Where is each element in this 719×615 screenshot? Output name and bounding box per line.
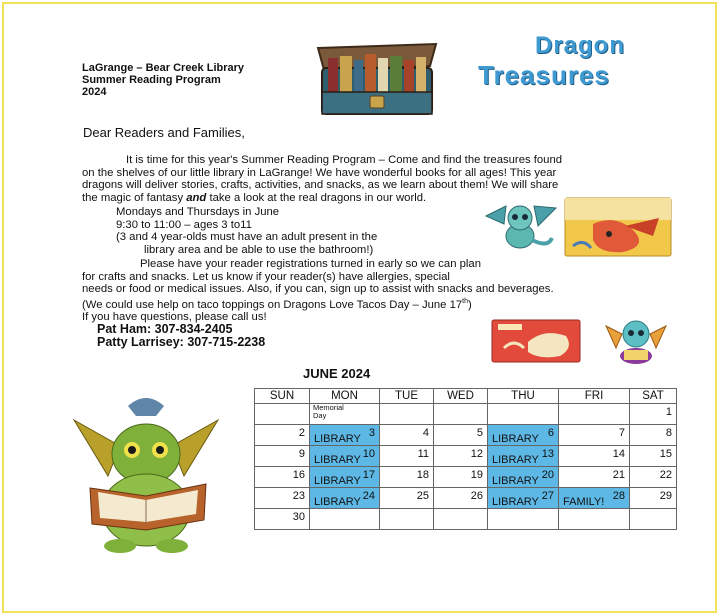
day-number: 19 [470, 469, 483, 481]
day-number: 7 [618, 427, 625, 439]
day-number: 27 [541, 490, 554, 502]
calendar-day-cell [380, 488, 434, 509]
event-label: LIBRARY [314, 475, 361, 487]
calendar-day-cell [488, 488, 559, 509]
calendar-day-cell [488, 467, 559, 488]
calendar-day-cell [255, 509, 310, 530]
holiday-note: Memorial Day [313, 403, 344, 420]
title-dragon: Dragon [535, 32, 625, 59]
day-number: 6 [547, 427, 554, 439]
calendar-week-row [255, 488, 677, 509]
paragraph-line: on the shelves of our little library in LaGrange! We have wonderful books for all ages! This year [82, 166, 557, 179]
day-header: SAT [630, 389, 677, 404]
paragraph-line: for crafts and snacks. Let us know if your reader(s) have allergies, special [82, 270, 450, 283]
calendar-day-cell [380, 425, 434, 446]
calendar-day-cell [630, 404, 677, 425]
calendar-day-cell [559, 425, 630, 446]
organization-name [82, 62, 244, 98]
day-number: 3 [368, 427, 375, 439]
calendar-day-cell [434, 446, 488, 467]
day-number: 29 [659, 490, 672, 502]
dragon-reading-book-illustration [68, 392, 224, 556]
calendar-day-cell [488, 425, 559, 446]
june-calendar [254, 388, 677, 530]
calendar-day-cell [380, 509, 434, 530]
event-label: FAMILY! [563, 496, 605, 508]
paragraph-line: dragons will deliver stories, crafts, activities, and snacks, as we learn about them! We will share [82, 179, 559, 192]
calendar-day-cell [488, 446, 559, 467]
day-number: 4 [422, 427, 429, 439]
calendar-week-row [255, 425, 677, 446]
calendar-week-row [255, 404, 677, 425]
org-line: LaGrange – Bear Creek Library [82, 62, 245, 74]
questions-line: If you have questions, please call us! [82, 311, 267, 323]
calendar-day-cell [434, 404, 488, 425]
calendar-day-cell [559, 446, 630, 467]
calendar-day-cell [310, 404, 380, 425]
day-number: 1 [665, 406, 672, 418]
day-number: 11 [417, 448, 429, 460]
day-number: 26 [470, 490, 483, 502]
paragraph-line: needs or food or medical issues. Also, if you can, sign up to assist with snacks and beverages. [82, 283, 554, 296]
calendar-day-cell [434, 488, 488, 509]
calendar-day-cell [310, 488, 380, 509]
calendar-day-cell [310, 467, 380, 488]
calendar-day-cell [310, 425, 380, 446]
calendar-week-row [255, 446, 677, 467]
paragraph-line [82, 296, 692, 311]
calendar-day-cell [559, 404, 630, 425]
schedule-note: (3 and 4 year-olds must have an adult present in the [116, 231, 378, 244]
day-number: 25 [416, 490, 429, 502]
day-number: 30 [292, 511, 305, 523]
calendar-day-cell [255, 446, 310, 467]
calendar-day-cell [255, 467, 310, 488]
calendar-day-cell [255, 488, 310, 509]
calendar-day-cell [255, 425, 310, 446]
contact-pat: Pat Ham: 307-834-2405 [97, 322, 233, 336]
calendar-header-row [255, 389, 677, 404]
text-run: the magic of fantasy [82, 191, 187, 204]
schedule-note: library area and be able to use the bathroom!) [144, 243, 374, 256]
contact-patty: Patty Larrisey: 307-715-2238 [97, 335, 266, 349]
baby-dragon-illustration [482, 194, 560, 254]
calendar-day-cell [488, 404, 559, 425]
day-number: 10 [362, 448, 375, 460]
calendar-day-cell [434, 509, 488, 530]
day-number: 12 [470, 448, 483, 460]
event-label: LIBRARY [492, 475, 539, 487]
schedule-days: Mondays and Thursdays in June [116, 206, 280, 218]
calendar-day-cell [434, 425, 488, 446]
day-header: FRI [559, 389, 630, 404]
day-header: SUN [255, 389, 310, 404]
calendar-day-cell [559, 467, 630, 488]
day-header: TUE [380, 389, 434, 404]
calendar-day-cell [630, 509, 677, 530]
day-number: 21 [612, 469, 625, 481]
day-number: 9 [298, 448, 305, 460]
paragraph-registration [82, 258, 692, 311]
org-line: Summer Reading Program [82, 74, 221, 86]
day-number: 13 [541, 448, 554, 460]
day-number: 16 [292, 469, 305, 481]
paragraph-line: Please have your reader registrations turned in early so we can plan [140, 258, 481, 270]
calendar-day-cell [630, 425, 677, 446]
calendar-day-cell [630, 467, 677, 488]
treasure-chest-illustration [312, 42, 442, 120]
event-label: LIBRARY [314, 433, 361, 445]
day-number: 24 [362, 490, 375, 502]
event-label: LIBRARY [492, 496, 539, 508]
schedule [116, 206, 377, 256]
day-number: 15 [659, 448, 672, 460]
event-label: LIBRARY [314, 496, 361, 508]
title-treasures: Treasures [478, 60, 610, 90]
reading-dragon-small [600, 312, 672, 366]
calendar-day-cell [630, 488, 677, 509]
org-line: 2024 [82, 86, 107, 98]
day-number: 8 [665, 427, 672, 439]
calendar-day-cell [559, 509, 630, 530]
day-header: MON [310, 389, 380, 404]
day-header: WED [434, 389, 488, 404]
calendar-day-cell [310, 509, 380, 530]
day-number: 17 [362, 469, 375, 481]
day-number: 5 [476, 427, 483, 439]
day-number: 22 [659, 469, 672, 481]
calendar-week-row [255, 509, 677, 530]
calendar-day-cell [380, 467, 434, 488]
calendar-day-cell [559, 488, 630, 509]
day-number: 14 [612, 448, 625, 460]
text-run: (We could use help on taco toppings on Dragons Love Tacos Day – June 17 [82, 298, 463, 311]
calendar-day-cell [380, 446, 434, 467]
calendar-body [255, 404, 677, 530]
calendar-day-cell [255, 404, 310, 425]
event-label: LIBRARY [314, 454, 361, 466]
calendar-title: JUNE 2024 [303, 366, 371, 381]
calendar-day-cell [434, 467, 488, 488]
calendar-week-row [255, 467, 677, 488]
event-label: LIBRARY [492, 433, 539, 445]
schedule-time: 9:30 to 11:00 – ages 3 to11 [116, 218, 252, 231]
day-number: 28 [612, 490, 625, 502]
text-run: ) [468, 298, 472, 311]
calendar-day-cell [380, 404, 434, 425]
calendar-day-cell [310, 446, 380, 467]
day-number: 20 [541, 469, 554, 481]
text-run: take a look at the real dragons in our world. [206, 191, 427, 204]
day-number: 23 [292, 490, 305, 502]
day-header: THU [488, 389, 559, 404]
greeting: Dear Readers and Families, [83, 125, 245, 140]
day-number: 2 [298, 427, 305, 439]
calendar-day-cell [488, 509, 559, 530]
dragon-book-cover [563, 196, 673, 258]
emphasis-and: and [186, 191, 207, 204]
paragraph-line: It is time for this year's Summer Reading Program – Come and find the treasures found [126, 154, 563, 166]
calendar-day-cell [630, 446, 677, 467]
dragons-love-tacos-book [490, 318, 582, 364]
event-label: LIBRARY [492, 454, 539, 466]
day-number: 18 [416, 469, 429, 481]
superscript: th [462, 297, 468, 305]
